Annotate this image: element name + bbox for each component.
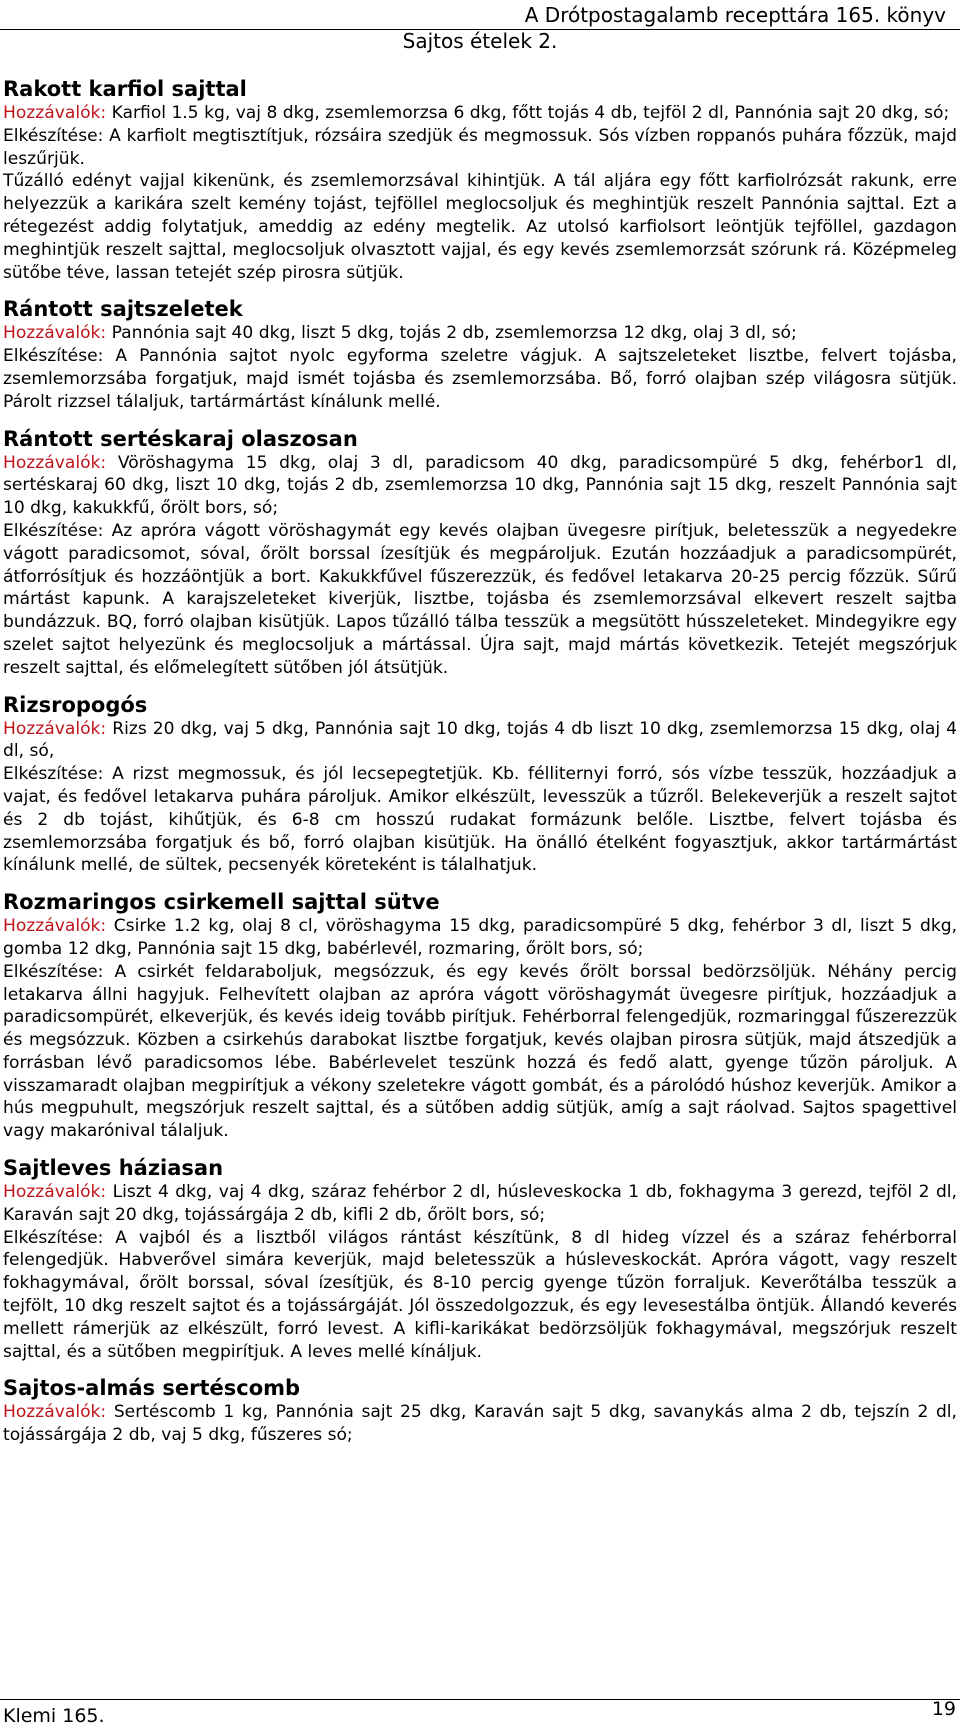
- recipe-title: Rizsropogós: [3, 692, 148, 717]
- recipe-ingredients: [3, 718, 957, 764]
- recipe-paragraph: Elkészítése: A rizst megmossuk, és jól lecsepegtetjük. Kb. félliternyi forró, sós vízbe tesszük, hozzáadjuk a vajat, és fedővel letakarva puhára pároljuk. Amikor elkészült, levesszük a tűzről. Belekeverjük a reszelt sajtot és 2 db tojást, kihűtjük, és 6-8 cm hosszú rudakat formázunk belőle. Lisztbe, felvert tojásba és zsemlemorzsába forgatjuk és bő, forró olajban kisütjük. Ha önálló ételként fogyasztjuk, akkor tartármártást kínálunk mellé, de sültek, pecsenyék köreteként is tálalhatjuk.: [3, 764, 957, 876]
- recipe-paragraph: Tűzálló edényt vajjal kikenünk, és zsemlemorzsával kihintjük. A tál aljára egy főtt karfiolrózsát rakunk, erre helyezzük a karikára szelt kemény tojást, tejföllel meglocsoljuk és meghintjük reszelt Pannónia sajttal. Ezt a rétegezést addig folytatjuk, ameddig az edény megtelik. Az utolsó karfiolsort leöntjük tejföllel, gazdagon meghintjük reszelt sajttal, meglocsoljuk olvasztott vajjal, és egy kevés zsemlemorzsát szórunk rá. Középmeleg sütőbe téve, lassan tetejét szép pirosra sütjük.: [3, 171, 957, 283]
- recipe-paragraph: Elkészítése: Az apróra vágott vöröshagymát egy kevés olajban üvegesre pirítjuk, beletesszük a negyedekre vágott paradicsomot, sóval, őrölt borssal ízesítjük és megpároljuk. Ezután hozzáadjuk a paradicsompürét, átforrósítjuk és hozzáöntjük a bort. Kakukkfűvel fűszerezzük, és fedővel letakarva 20-25 percig főzzük. Sűrű mártást kapunk. A karajszeleteket kiverjük, lisztbe, tojásba és zsemlemorzsával elkevert reszelt sajtba bundázzuk. BQ, forró olajban kisütjük. Lapos tűzálló tálba tesszük a megsütött hússzeleteket. Mindegyikre egy szelet sajtot helyezünk és meglocsoljuk a mártással. Újra sajt, majd mártás következik. Tetejét megszórjuk reszelt sajttal, és előmelegített sütőben jól átsütjük.: [3, 520, 957, 678]
- recipe-title: Sajtleves háziasan: [3, 1156, 224, 1181]
- ingredients-label: Hozzávalók:: [3, 452, 107, 473]
- ingredients-label: Hozzávalók:: [3, 103, 107, 123]
- ingredients-label: Hozzávalók:: [3, 1182, 107, 1203]
- ingredients-label: Hozzávalók:: [3, 1402, 107, 1423]
- page-header: [0, 2, 946, 28]
- ingredients-text: Vöröshagyma 15 dkg, olaj 3 dl, paradicsom 40 dkg, paradicsompüré 5 dkg, fehérbor1 dl, sertéskaraj 60 dkg, liszt 10 dkg, tojás 2 db, zsemlemorzsa 10 dkg, Pannónia sajt 15 dkg, reszelt Pannónia sajt 10 dkg, kakukkfű, őrölt bors, só;: [3, 452, 957, 519]
- recipe-ingredients: [3, 102, 957, 125]
- recipe-ingredients: [3, 1181, 957, 1227]
- ingredients-text: Rizs 20 dkg, vaj 5 dkg, Pannónia sajt 10 dkg, tojás 4 db liszt 10 dkg, zsemlemorzsa 15 dkg, olaj 4 dl, só,: [3, 718, 957, 762]
- recipe-paragraph: Elkészítése: A vajból és a lisztből világos rántást készítünk, 8 dl hideg vízzel és a száraz fehérborral felengedjük. Habverővel simára keverjük, majd beletesszük a húsleveskockát. Apróra vágott, vagy reszelt fokhagymával, őrölt borssal, sóval ízesítjük, és 8-10 percig gyenge tűzön forraljuk. Keverőtálba tesszük a tejfölt, 10 dkg reszelt sajtot és a tojássárgáját. Jól összedolgozzuk, és egy levesestálba öntjük. Állandó keverés mellett rámerjük az elkészült, forró levest. A kifli-karikákat bedörzsöljük fokhagymával, megszórjuk reszelt sajttal, és a sütőben megpirítjuk. A leves mellé kínáljuk.: [3, 1227, 957, 1362]
- recipe-paragraph: Elkészítése: A csirkét feldaraboljuk, megsózzuk, és egy kevés őrölt borssal bedörzsöljük. Néhány percig letakarva állni hagyjuk. Felhevített olajban az apróra vágott vöröshagymát üvegesre pirítjuk, hozzáadjuk a paradicsompürét, elkeverjük, és kevés ideig tovább pirítjuk. Fehérborral felengedjük, rozmaringgal fűszerezzük és megsózzuk. Közben a csirkehús darabokat lisztbe forgatjuk, kevés olajban pirosra sütjük, majd átszedjük a forrásban lévő paradicsomos lébe. Babérlevelet teszünk hozzá és fedő alatt, gyenge tűzön pároljuk. A visszamaradt olajban megpirítjuk a vékony szeletekre vágott gombát, és a párolódó húshoz keverjük. Amikor a hús megpuhult, megszórjuk reszelt sajttal, és a sütőben addig sütjük, amíg a sajt ráolvad. Sajtos spagettivel vagy makarónival tálaljuk.: [3, 961, 957, 1142]
- recipe-title: Rakott karfiol sajttal: [3, 77, 247, 101]
- book-title: A Drótpostagalamb recepttára 165. könyv: [524, 3, 946, 27]
- recipe: [3, 296, 957, 413]
- recipe-list: [3, 76, 957, 1447]
- ingredients-label: Hozzávalók:: [3, 916, 107, 937]
- recipe-paragraph: Elkészítése: A karfiolt megtisztítjuk, rózsáira szedjük és megmossuk. Sós vízben roppanós puhára főzzük, majd leszűrjük.: [3, 125, 957, 169]
- recipe: [3, 1375, 957, 1447]
- recipe-title: Sajtos-almás sertéscomb: [3, 1376, 301, 1401]
- ingredients-text: Csirke 1.2 kg, olaj 8 cl, vöröshagyma 15 dkg, paradicsompüré 5 dkg, fehérbor 3 dl, liszt 5 dkg, gomba 12 dkg, Pannónia sajt 15 dkg, babérlevél, rozmaring, őrölt bors, só;: [3, 916, 957, 959]
- footer-divider: [0, 1699, 960, 1700]
- recipe: [3, 1155, 957, 1363]
- section-title: Sajtos ételek 2.: [402, 29, 558, 53]
- ingredients-text: Pannónia sajt 40 dkg, liszt 5 dkg, tojás 2 db, zsemlemorzsa 12 dkg, olaj 3 dl, só;: [106, 323, 797, 344]
- ingredients-label: Hozzávalók:: [3, 323, 107, 344]
- ingredients-text: Sertéscomb 1 kg, Pannónia sajt 25 dkg, Karaván sajt 5 dkg, savanykás alma 2 db, tejszín 2 dl, tojássárgája 2 db, vaj 5 dkg, fűszeres só;: [3, 1402, 957, 1446]
- recipe: [3, 76, 957, 284]
- recipe-title: Rántott sertéskaraj olaszosan: [3, 426, 358, 451]
- page-number: 19: [931, 1698, 956, 1720]
- recipe: [3, 692, 957, 878]
- footer-author: Klemi 165.: [3, 1705, 105, 1727]
- recipe-ingredients: [3, 452, 957, 520]
- recipe-title: Rozmaringos csirkemell sajttal sütve: [3, 890, 440, 915]
- recipe-paragraph: Elkészítése: A Pannónia sajtot nyolc egyforma szeletre vágjuk. A sajtszeleteket lisztbe, felvert tojásba, zsemlemorzsába forgatjuk, majd ismét tojásba és zsemlemorzsába. Bő, forró olajban szép világosra sütjük. Párolt rizzsel tálaljuk, tartármártást kínálunk mellé.: [3, 346, 957, 412]
- recipe: [3, 426, 957, 680]
- ingredients-label: Hozzávalók:: [3, 718, 107, 739]
- ingredients-text: Karfiol 1.5 kg, vaj 8 dkg, zsemlemorzsa 6 dkg, főtt tojás 4 db, tejföl 2 dl, Pannónia sajt 20 dkg, só;: [106, 103, 950, 123]
- recipe: [3, 889, 957, 1143]
- recipe-ingredients: [3, 915, 957, 961]
- recipe-ingredients: [3, 1401, 957, 1447]
- recipe-title: Rántott sajtszeletek: [3, 297, 243, 322]
- ingredients-text: Liszt 4 dkg, vaj 4 dkg, száraz fehérbor 2 dl, húsleveskocka 1 db, fokhagyma 3 gerezd, tejföl 2 dl, Karaván sajt 20 dkg, tojássárgája 2 db, kifli 2 db, őrölt bors, só;: [3, 1182, 957, 1225]
- recipe-ingredients: [3, 322, 957, 345]
